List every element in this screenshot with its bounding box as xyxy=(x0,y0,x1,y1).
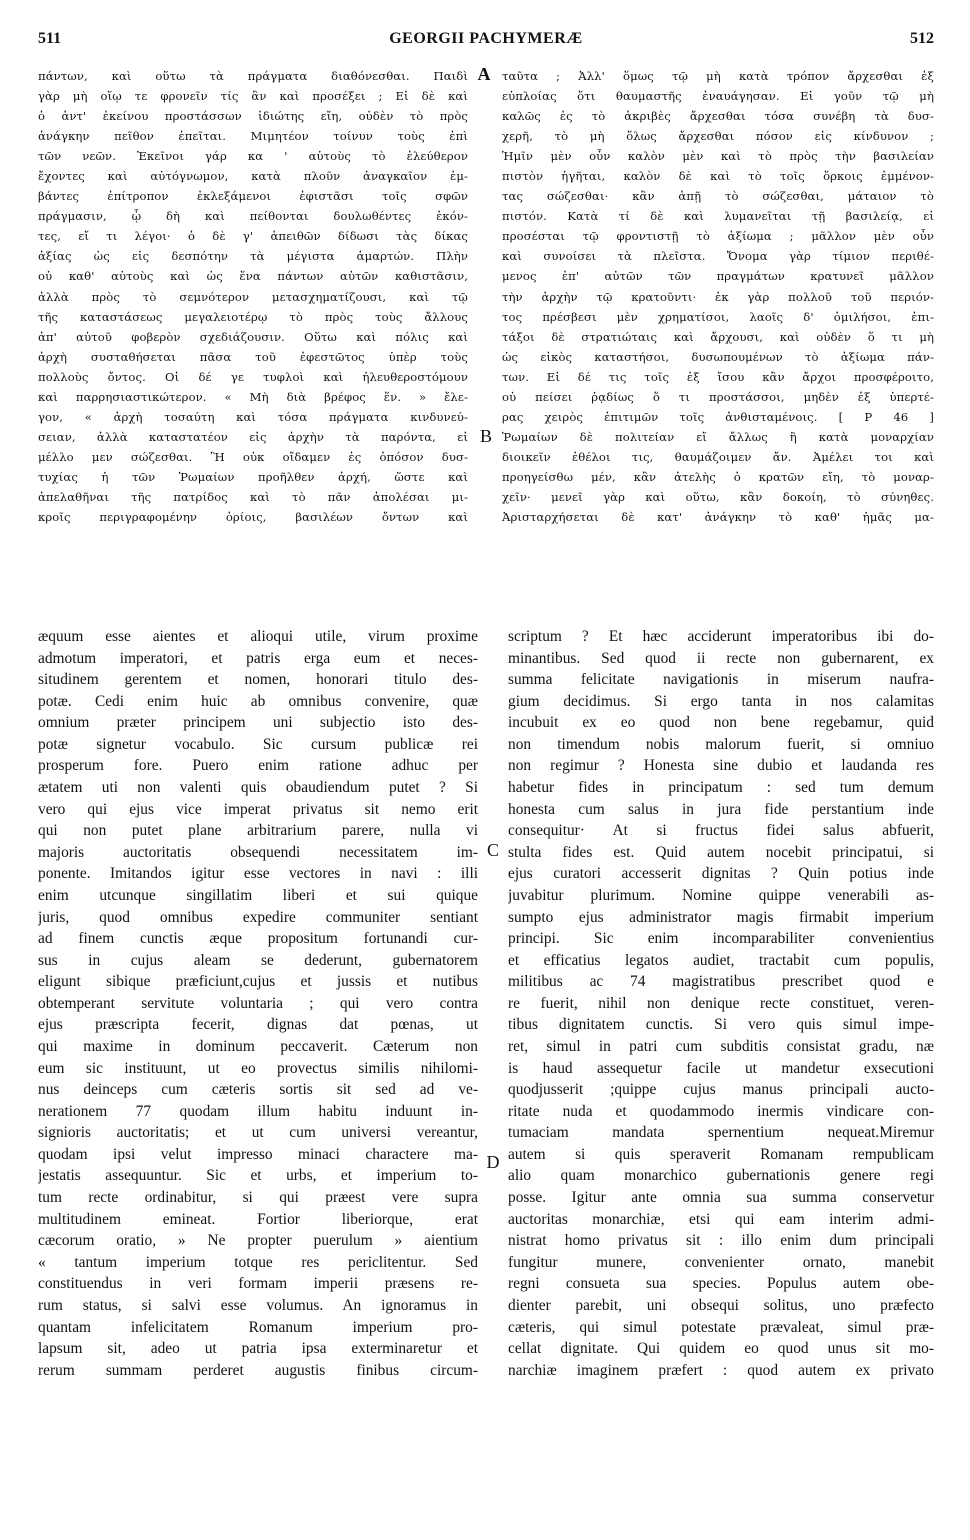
latin-line: qui non putet plane arbitrarium parere, nulla vi xyxy=(38,822,478,840)
running-header xyxy=(38,30,934,56)
latin-line: vero qui ejus vice imperat privatus sit nemo erit xyxy=(38,800,478,818)
latin-line: ejus præscripta fecerit, dignas dat pœnas, ut xyxy=(38,1016,478,1034)
latin-line: obtemperant servitute voluntaria ; qui vero contra xyxy=(38,994,478,1012)
latin-line: ejus curatori accesserit dignitas ? Quin potius inde xyxy=(508,865,934,883)
latin-line: ad finem cunctis æque propositum fortunandi cur- xyxy=(38,930,478,948)
latin-line: et efficatius legatos audiet, tractabit cum populis, xyxy=(508,951,934,969)
greek-line: ὁ ἀντ' ἐκείνου προστάσσων ἰδιώτης εἴη, οὐδὲν τὸ πρὸς xyxy=(38,109,468,124)
greek-line: ἀρχὴ συσταθήσεται πᾶσα τοῦ ἐφεστῶτος ὑπὲρ τοὺς xyxy=(38,349,468,364)
greek-line: γον, « ἀρχὴ τοσαύτη καὶ τόσα πράγματα κινδυνεύ- xyxy=(38,409,468,424)
latin-line: summa felicitate navigationis in miserum naufra- xyxy=(508,671,934,689)
greek-line: καλῶς ἐς τὸ ἀκριβὲς ἄρχεσθαι τόσα συνέβη τὰ δυσ- xyxy=(502,109,934,124)
greek-line: καὶ παρρησιαστικώτερον. « Μὴ διὰ βρέφος ἕν. » ἔλε- xyxy=(38,389,468,404)
latin-line: non timendum nobis malorum fuerit, si omniuo xyxy=(508,735,934,753)
latin-line: dienter parebit, uni obsequi solitus, uno præfecto xyxy=(508,1296,934,1314)
greek-line: τάξοι δὲ στρατιώταις καὶ ἄρχουσι, καὶ οὐδὲν ὅ τι μὴ xyxy=(502,329,934,344)
latin-line: narchiæ imaginem præfert : quod autem ex privato xyxy=(508,1361,934,1379)
greek-line: Ἀρισταρχήσεται δὲ κατ' ἀνάγκην τὸ καθ' ἡμᾶς μα- xyxy=(502,510,934,525)
greek-line: τος πρέσβεσι μὲν χρηματίσοι, λαοῖς δ' ὁμιλήσοι, ἐπι- xyxy=(502,309,934,324)
latin-line: juvabitur plurimum. Nomine quippe venerabili as- xyxy=(508,886,934,904)
greek-line: ἀνάγκην πεῖθον ἐπεῖται. Μιμητέον τοίνυν τοὺς ἐπὶ xyxy=(38,129,468,144)
latin-line: sumpto ejus administrator magis firmabit imperium xyxy=(508,908,934,926)
greek-line: μενος ἐπ' αὐτῶν τῶν πραγμάτων κρατυνεῖ μᾶλλον xyxy=(502,269,934,284)
greek-line: πράγμασιν, ᾧ δὴ καὶ πείθονται δουλωθέντες ἑκόν- xyxy=(38,209,468,224)
latin-line: admotum imperatori, et patris erga eum et neces- xyxy=(38,649,478,667)
greek-line: χεῖν· μενεῖ γὰρ καὶ οὕτω, κἂν δοκοίη, τὸ σύνηθες. xyxy=(502,489,934,504)
greek-line: πιστὸν ἡγῆται, καλὸν δὲ καὶ τὸ τοῖς ὅρκοις ἐμμένον- xyxy=(502,169,934,184)
latin-line: æquum esse aientes et alioqui utile, virum proxime xyxy=(38,628,478,645)
latin-line: potæ. Cedi enim huic ab omnibus convenire, quæ xyxy=(38,692,478,710)
latin-line: stulta fides est. Quid autem nocebit principatui, si xyxy=(508,843,934,861)
greek-line: τας σώζεσθαι· κἂν ἀπῇ τὸ σώζεσθαι, μάταιον τὸ xyxy=(502,189,934,204)
running-title: GEORGII PACHYMERÆ xyxy=(389,30,583,47)
latin-line: quodjusserit ;quippe cujus manus principali aucto- xyxy=(508,1081,934,1099)
latin-line: non regimur ? Honesta sine dubio et laudanda res xyxy=(508,757,934,775)
latin-line: nistrat homo privatus sit : illo enim dum principali xyxy=(508,1232,934,1250)
greek-line: καὶ συνοίσει τὰ πλεῖστα. Ὄνομα γὰρ τίμιον περιθέ- xyxy=(502,249,934,264)
latin-line: fungitur munere, convenienter ornato, manebit xyxy=(508,1253,934,1271)
greek-line: ὡς εἰκὸς καταστήσοι, δυσωπουμένων τὸ ἀξίωμα πάν- xyxy=(502,349,934,364)
latin-line: posse. Igitur ante omnia sua summa conservetur xyxy=(508,1189,934,1207)
greek-line: ἀπ' αὐτοῦ φοβερὸν σχεδιάζουσιν. Οὕτω καὶ πόλις καὶ xyxy=(38,329,468,344)
greek-line: κροῖς περιγραφομένην ὁρίοις, βασιλέων ὄντων καὶ xyxy=(38,510,468,525)
latin-line: ætatem uti non valenti quis obaudiendum putet ? Si xyxy=(38,779,478,797)
latin-line: regni consueta sua species. Populus autem obe- xyxy=(508,1275,934,1293)
greek-line: πάντων, καὶ οὕτω τὰ πράγματα διαθόνεσθαι. Παιδὶ xyxy=(38,69,468,83)
greek-line: γὰρ μὴ οἵῳ τε φρονεῖν τίς ἂν καὶ προσέξει ; Εἰ δὲ καὶ xyxy=(38,89,468,104)
latin-line: cæteris, qui simul potestate prævaleat, simul præ- xyxy=(508,1318,934,1336)
latin-line: ritate nuda et quodammodo inermis vindicare con- xyxy=(508,1102,934,1120)
greek-line: ἔχοντες καὶ αὐτόγνωμον, κατὰ πλοῦν ἀναγκαῖον ἐμ- xyxy=(38,169,468,184)
latin-line: constituendus in veri formam imperii præsens re- xyxy=(38,1275,478,1293)
latin-line: tum recte ordinabitur, si qui præest vere supra xyxy=(38,1189,478,1207)
greek-line: ἀπελαθῆναι τῆς πατρίδος καὶ τὸ πᾶν ἀπολέσαι μι- xyxy=(38,489,468,504)
latin-line: cellat dignitate. Qui quidem eo quod unus sit mo- xyxy=(508,1340,934,1358)
margin-letter-c: C xyxy=(486,840,499,860)
margin-letter-b: B xyxy=(479,426,492,446)
latin-line: re fuerit, nihil non denique recte constituet, veren- xyxy=(508,994,934,1012)
latin-line: qui maxime in dominum peccaverit. Cæterum non xyxy=(38,1037,478,1055)
greek-line: οὐ καθ' αὑτοὺς καὶ ὡς ἕνα πάντων αὐτῶν καθιστᾶσιν, xyxy=(38,269,468,284)
latin-line: tumaciam mandata spernentium nequeat.Miremur xyxy=(508,1124,934,1142)
latin-line: quodam ipsi velut impresso minaci charactere ma- xyxy=(38,1145,478,1163)
latin-line: prosperum fore. Puero enim ratione adhuc per xyxy=(38,757,478,775)
latin-line: eum sic instituunt, ut eo provectus similis nihilomi- xyxy=(38,1059,478,1077)
latin-line: rerum summam perderet augustis finibus circum- xyxy=(38,1361,478,1379)
greek-line: Ῥωμαίων δὲ πολιτείαν εἴ ἄλλως ἢ κατὰ μοναρχίαν xyxy=(502,429,934,444)
latin-line: nus deinceps cum cæteris sortis sit sed ad ve- xyxy=(38,1081,478,1099)
latin-line: consequitur· At si fructus fidei salus abfuerit, xyxy=(508,822,934,840)
latin-line: incubuit ex eo quod non bene regebamur, quid xyxy=(508,714,934,732)
greek-line: ταῦτα ; Ἀλλ' ὅμως τῷ μὴ κατὰ τρόπον ἄρχεσθαι ἐξ xyxy=(502,69,934,83)
latin-column-right xyxy=(508,626,934,1381)
greek-line: μέλλο μεν σώζεσθαι. Ἢ οὐκ οἴδαμεν ἐς ὁπόσον δυσ- xyxy=(38,449,468,464)
greek-line: τῆς καταστάσεως μεγαλειοτέρῳ τὸ πρὸς τοὺς ἄλλους xyxy=(38,309,468,324)
page-number-right: 512 xyxy=(910,30,934,47)
greek-line: οὐ πείσει ῥᾳδίως ὅ τι προστάσσοι, μηδὲν ἐξ ὑπερτέ- xyxy=(502,389,934,404)
greek-line: εὐπλοίας ὅτι θαυμαστῆς ἐναυάγησαν. Εἰ γοῦν τῷ μὴ xyxy=(502,89,934,104)
latin-line: alio quam monarchico gubernationis genere regi xyxy=(508,1167,934,1185)
latin-line: sus in cujus aleam se dederunt, gubernatorem xyxy=(38,951,478,969)
latin-line: rum status, si salvi esse volumus. An ignoramus in xyxy=(38,1296,478,1314)
latin-line: habetur fides in principatum : sed tum demum xyxy=(508,779,934,797)
latin-line: gium decidimus. Si ergo tanta in nos calamitas xyxy=(508,692,934,710)
latin-line: multitudinem emineat. Fortior liberiorque, erat xyxy=(38,1210,478,1228)
greek-line: διοικεῖν ἐθέλοι τις, θαυμάζοιμεν ἄν. Ἀμέλει τοι καὶ xyxy=(502,449,934,464)
latin-line: auctoritas monarchiæ, etsi qui eam interim admi- xyxy=(508,1210,934,1228)
latin-line: ponente. Imitandos igitur esse vectores in navi : illi xyxy=(38,865,478,883)
latin-line: situdinem gerentem et nomen, honorari titulo des- xyxy=(38,671,478,689)
latin-line: signioris auctoritatis; et ut cum universi vereantur, xyxy=(38,1124,478,1142)
latin-line: lapsum sit, adeo ut patria ipsa exterminaretur et xyxy=(38,1340,478,1358)
latin-line: omnium præter principem uni subjectio isto des- xyxy=(38,714,478,732)
latin-line: nerationem 77 quodam illum habitu induunt in- xyxy=(38,1102,478,1120)
latin-line: majoris auctoritatis obsequendi necessitatem im- xyxy=(38,843,478,861)
latin-line: jestatis assequuntur. Sic et urbs, et imperium to- xyxy=(38,1167,478,1185)
latin-line: minantibus. Sed quod ii recte non gubernarent, ex xyxy=(508,649,934,667)
greek-line: προσέσται τῷ φροντιστῇ τὸ ἀξίωμα ; μᾶλλον μὲν οὖν xyxy=(502,229,934,244)
latin-column-left xyxy=(38,626,478,1381)
greek-column-left xyxy=(38,66,468,527)
greek-line: πολλοὺς ὄντος. Οἱ δέ γε τυφλοὶ καὶ ἠλευθεροστόμουν xyxy=(38,369,468,384)
latin-line: juris, quod omnibus expedire communiter sentiant xyxy=(38,908,478,926)
latin-line: militibus ac 74 magistratibus prescribet quod e xyxy=(508,973,934,991)
latin-line: « tantum imperium totque res periclitentur. Sed xyxy=(38,1253,478,1271)
greek-line: βάντες ἐπίτροπον ἐκλεξάμενοι ἐφιστᾶσι τοῖς σφῶν xyxy=(38,189,468,204)
greek-line: ἀλλὰ πρὸς τὸ σεμνότερον μετασχηματίζουσι, καὶ τῷ xyxy=(38,289,468,304)
latin-line: tibus dignitatem cunctis. Si vero quis simul impe- xyxy=(508,1016,934,1034)
latin-line: scriptum ? Et hæc acciderunt imperatoribus ibi do- xyxy=(508,628,934,645)
latin-line: honesta cum salus in jura fide perstantium inde xyxy=(508,800,934,818)
page-number-left: 511 xyxy=(38,30,62,47)
greek-line: σειαν, ἀλλὰ καταστατέον εἰς ἀρχὴν τὰ παρόντα, εἰ xyxy=(38,429,468,444)
greek-line: Ἡμῖν μὲν οὖν καλὸν μὲν καὶ τὸ πρὸς τὴν βασιλείαν xyxy=(502,149,934,164)
latin-line: eligunt sibique præficiunt,cujus et jussis et nutibus xyxy=(38,973,478,991)
latin-line: cæcorum oratio, » Ne propter puerulum » aientium xyxy=(38,1232,478,1250)
greek-line: ἀξίας ὡς εἰς δεσπότην τὰ μέγιστα ἁμαρτών. Πλὴν xyxy=(38,249,468,264)
latin-line: quantam infelicitatem Romanum imperium pro- xyxy=(38,1318,478,1336)
margin-letter-a: A xyxy=(477,64,491,84)
latin-line: potæ signetur vocabulo. Sic cursum publicæ rei xyxy=(38,735,478,753)
latin-line: autem si quis speraverit Romanam rempublicam xyxy=(508,1145,934,1163)
greek-line: πιστόν. Κατὰ τί δὲ καὶ λυμανεῖται τῇ βασιλείᾳ, εἰ xyxy=(502,209,934,224)
greek-line: ρας χειρὸς ἐπιτιμῶν τοῖς ἀνθισταμένοις. [ P 46 ] xyxy=(502,409,934,424)
margin-letter-d: D xyxy=(486,1152,500,1172)
greek-line: τες, εἴ τι λέγοι· ὁ δὲ γ' ἀπειθῶν δίδωσι τὰς δίκας xyxy=(38,229,468,244)
greek-line: τὴν ἀρχὴν τῷ κρατοῦντι· ἐκ γὰρ πολλοῦ τοῦ περιόν- xyxy=(502,289,934,304)
latin-line: ret, simul in patri cum subditis consistat gradu, næ xyxy=(508,1037,934,1055)
latin-line: is haud assequetur facile ut mandetur exsecutioni xyxy=(508,1059,934,1077)
greek-line: των. Εἰ δέ τις τοῖς ἐξ ἴσου κἂν ἄρχοι προσφέροιτο, xyxy=(502,369,934,384)
latin-line: principi. Sic enim incomparabiliter convenientius xyxy=(508,930,934,948)
greek-line: προηγείσθω μέν, κἂν ἀτελὴς ὁ κρατῶν εἴη, τὸ μοναρ- xyxy=(502,469,934,484)
greek-line: τυχίας ἡ τῶν Ῥωμαίων προῆλθεν ἀρχή, ὥστε καὶ xyxy=(38,469,468,484)
greek-column-right xyxy=(502,66,934,527)
greek-line: τῶν νεῶν. Ἐκεῖνοι γάρ κα ' αὑτοὺς τὸ ἐλεύθερον xyxy=(38,149,468,164)
greek-line: χερῆ, τὸ μὴ ὅλως ἄρχεσθαι πόσον εἰς κίνδυνον ; xyxy=(502,129,934,144)
latin-line: enim utcunque singillatim liberi et sui quique xyxy=(38,886,478,904)
